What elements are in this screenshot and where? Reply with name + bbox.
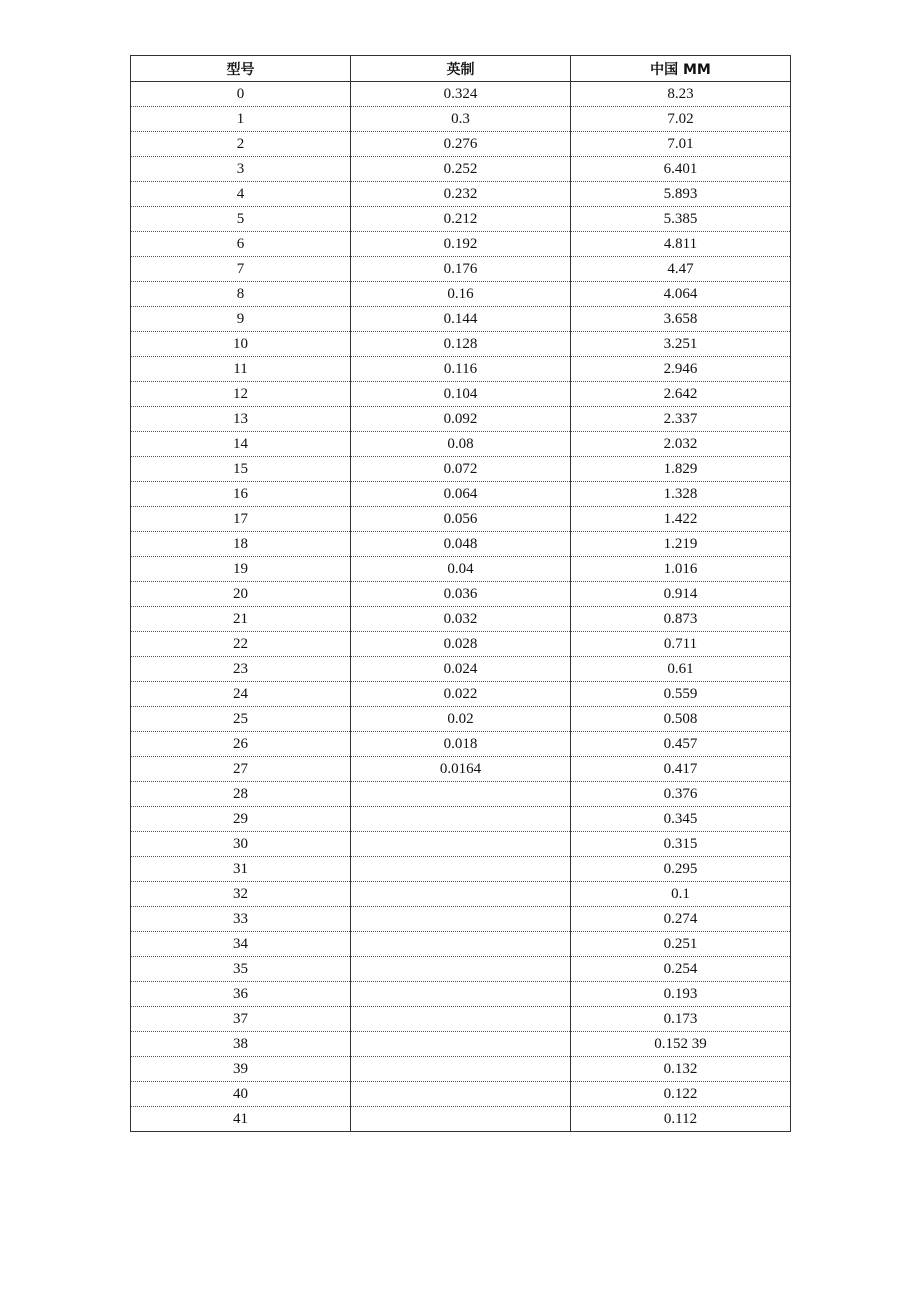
table-row <box>131 332 791 357</box>
table-row <box>131 232 791 257</box>
cell-imperial: 0.212 <box>351 207 571 232</box>
cell-china-mm: 0.376 <box>571 782 791 807</box>
table-row <box>131 757 791 782</box>
cell-china-mm: 1.219 <box>571 532 791 557</box>
header-imperial: 英制 <box>351 56 571 82</box>
cell-imperial: 0.092 <box>351 407 571 432</box>
cell-model: 34 <box>131 932 351 957</box>
cell-imperial: 0.048 <box>351 532 571 557</box>
cell-china-mm: 2.032 <box>571 432 791 457</box>
cell-china-mm: 0.173 <box>571 1007 791 1032</box>
table-row <box>131 407 791 432</box>
cell-model: 14 <box>131 432 351 457</box>
cell-model: 24 <box>131 682 351 707</box>
table-row <box>131 882 791 907</box>
cell-model: 7 <box>131 257 351 282</box>
cell-imperial <box>351 1107 571 1132</box>
cell-model: 0 <box>131 82 351 107</box>
cell-imperial <box>351 882 571 907</box>
cell-imperial: 0.276 <box>351 132 571 157</box>
cell-china-mm: 7.01 <box>571 132 791 157</box>
table-row <box>131 432 791 457</box>
table-row <box>131 457 791 482</box>
cell-china-mm: 0.559 <box>571 682 791 707</box>
cell-imperial <box>351 1057 571 1082</box>
table-row <box>131 557 791 582</box>
table-row <box>131 507 791 532</box>
cell-model: 41 <box>131 1107 351 1132</box>
table-row <box>131 657 791 682</box>
cell-china-mm: 3.251 <box>571 332 791 357</box>
cell-imperial <box>351 907 571 932</box>
cell-china-mm: 5.385 <box>571 207 791 232</box>
cell-imperial <box>351 1082 571 1107</box>
cell-china-mm: 0.251 <box>571 932 791 957</box>
cell-china-mm: 1.829 <box>571 457 791 482</box>
cell-china-mm: 2.642 <box>571 382 791 407</box>
header-china-mm: 中国 MM <box>571 56 791 82</box>
cell-china-mm: 0.61 <box>571 657 791 682</box>
cell-china-mm: 0.152 39 <box>571 1032 791 1057</box>
cell-china-mm: 0.1 <box>571 882 791 907</box>
cell-imperial: 0.02 <box>351 707 571 732</box>
wire-gauge-table <box>130 55 791 1132</box>
table-row <box>131 907 791 932</box>
table-row <box>131 682 791 707</box>
table-row <box>131 357 791 382</box>
cell-imperial: 0.032 <box>351 607 571 632</box>
cell-model: 11 <box>131 357 351 382</box>
table-body <box>131 82 791 1132</box>
cell-china-mm: 8.23 <box>571 82 791 107</box>
cell-china-mm: 0.873 <box>571 607 791 632</box>
table-row <box>131 1082 791 1107</box>
cell-imperial <box>351 932 571 957</box>
table-row <box>131 1007 791 1032</box>
table-row <box>131 207 791 232</box>
cell-model: 4 <box>131 182 351 207</box>
table-row <box>131 1032 791 1057</box>
cell-imperial: 0.104 <box>351 382 571 407</box>
cell-china-mm: 0.417 <box>571 757 791 782</box>
table-row <box>131 807 791 832</box>
cell-china-mm: 4.064 <box>571 282 791 307</box>
cell-model: 33 <box>131 907 351 932</box>
cell-china-mm: 0.274 <box>571 907 791 932</box>
cell-model: 29 <box>131 807 351 832</box>
cell-imperial: 0.3 <box>351 107 571 132</box>
cell-model: 2 <box>131 132 351 157</box>
cell-imperial <box>351 782 571 807</box>
cell-china-mm: 2.337 <box>571 407 791 432</box>
cell-china-mm: 0.193 <box>571 982 791 1007</box>
cell-china-mm: 4.811 <box>571 232 791 257</box>
cell-model: 39 <box>131 1057 351 1082</box>
cell-model: 32 <box>131 882 351 907</box>
cell-china-mm: 0.345 <box>571 807 791 832</box>
cell-imperial: 0.018 <box>351 732 571 757</box>
table-row <box>131 1057 791 1082</box>
cell-model: 21 <box>131 607 351 632</box>
table-row <box>131 107 791 132</box>
cell-model: 31 <box>131 857 351 882</box>
cell-china-mm: 4.47 <box>571 257 791 282</box>
cell-model: 22 <box>131 632 351 657</box>
cell-china-mm: 0.914 <box>571 582 791 607</box>
cell-model: 23 <box>131 657 351 682</box>
cell-model: 18 <box>131 532 351 557</box>
table-row <box>131 382 791 407</box>
table-row <box>131 182 791 207</box>
cell-imperial: 0.144 <box>351 307 571 332</box>
cell-model: 19 <box>131 557 351 582</box>
cell-model: 28 <box>131 782 351 807</box>
cell-imperial: 0.232 <box>351 182 571 207</box>
cell-imperial: 0.064 <box>351 482 571 507</box>
table-row <box>131 782 791 807</box>
table-row <box>131 307 791 332</box>
table-row <box>131 582 791 607</box>
cell-model: 35 <box>131 957 351 982</box>
cell-china-mm: 0.457 <box>571 732 791 757</box>
cell-model: 27 <box>131 757 351 782</box>
cell-model: 37 <box>131 1007 351 1032</box>
cell-model: 8 <box>131 282 351 307</box>
table-row <box>131 257 791 282</box>
cell-imperial <box>351 807 571 832</box>
cell-model: 38 <box>131 1032 351 1057</box>
cell-china-mm: 6.401 <box>571 157 791 182</box>
table-row <box>131 957 791 982</box>
cell-imperial: 0.324 <box>351 82 571 107</box>
cell-imperial: 0.08 <box>351 432 571 457</box>
cell-china-mm: 1.422 <box>571 507 791 532</box>
table-row <box>131 532 791 557</box>
cell-imperial: 0.116 <box>351 357 571 382</box>
cell-model: 9 <box>131 307 351 332</box>
cell-china-mm: 0.112 <box>571 1107 791 1132</box>
cell-model: 36 <box>131 982 351 1007</box>
table-row <box>131 932 791 957</box>
table-row <box>131 157 791 182</box>
cell-imperial: 0.056 <box>351 507 571 532</box>
cell-china-mm: 0.508 <box>571 707 791 732</box>
cell-imperial <box>351 832 571 857</box>
header-model: 型号 <box>131 56 351 82</box>
table-row <box>131 832 791 857</box>
cell-model: 12 <box>131 382 351 407</box>
table-row <box>131 632 791 657</box>
cell-model: 16 <box>131 482 351 507</box>
cell-model: 1 <box>131 107 351 132</box>
cell-china-mm: 0.132 <box>571 1057 791 1082</box>
cell-china-mm: 1.016 <box>571 557 791 582</box>
table-row <box>131 482 791 507</box>
cell-china-mm: 2.946 <box>571 357 791 382</box>
cell-model: 30 <box>131 832 351 857</box>
cell-model: 20 <box>131 582 351 607</box>
cell-model: 15 <box>131 457 351 482</box>
cell-imperial: 0.072 <box>351 457 571 482</box>
cell-china-mm: 0.254 <box>571 957 791 982</box>
cell-model: 40 <box>131 1082 351 1107</box>
cell-china-mm: 0.122 <box>571 1082 791 1107</box>
table-row <box>131 82 791 107</box>
cell-model: 5 <box>131 207 351 232</box>
cell-imperial: 0.176 <box>351 257 571 282</box>
cell-model: 17 <box>131 507 351 532</box>
cell-model: 10 <box>131 332 351 357</box>
table-row <box>131 1107 791 1132</box>
cell-imperial: 0.192 <box>351 232 571 257</box>
cell-model: 6 <box>131 232 351 257</box>
table-row <box>131 607 791 632</box>
cell-imperial: 0.252 <box>351 157 571 182</box>
cell-model: 13 <box>131 407 351 432</box>
cell-china-mm: 0.315 <box>571 832 791 857</box>
cell-china-mm: 3.658 <box>571 307 791 332</box>
cell-model: 25 <box>131 707 351 732</box>
cell-imperial <box>351 1007 571 1032</box>
cell-imperial: 0.0164 <box>351 757 571 782</box>
table-row <box>131 857 791 882</box>
cell-model: 3 <box>131 157 351 182</box>
cell-imperial: 0.036 <box>351 582 571 607</box>
cell-china-mm: 7.02 <box>571 107 791 132</box>
table-row <box>131 982 791 1007</box>
cell-imperial: 0.022 <box>351 682 571 707</box>
cell-imperial: 0.16 <box>351 282 571 307</box>
table-row <box>131 282 791 307</box>
cell-imperial: 0.128 <box>351 332 571 357</box>
cell-china-mm: 1.328 <box>571 482 791 507</box>
cell-imperial: 0.028 <box>351 632 571 657</box>
cell-china-mm: 0.295 <box>571 857 791 882</box>
cell-imperial <box>351 1032 571 1057</box>
cell-imperial: 0.024 <box>351 657 571 682</box>
table-header-row <box>131 56 791 82</box>
table-row <box>131 707 791 732</box>
cell-imperial <box>351 957 571 982</box>
cell-model: 26 <box>131 732 351 757</box>
cell-imperial <box>351 982 571 1007</box>
cell-china-mm: 5.893 <box>571 182 791 207</box>
table-row <box>131 732 791 757</box>
cell-china-mm: 0.711 <box>571 632 791 657</box>
cell-imperial <box>351 857 571 882</box>
table-row <box>131 132 791 157</box>
cell-imperial: 0.04 <box>351 557 571 582</box>
